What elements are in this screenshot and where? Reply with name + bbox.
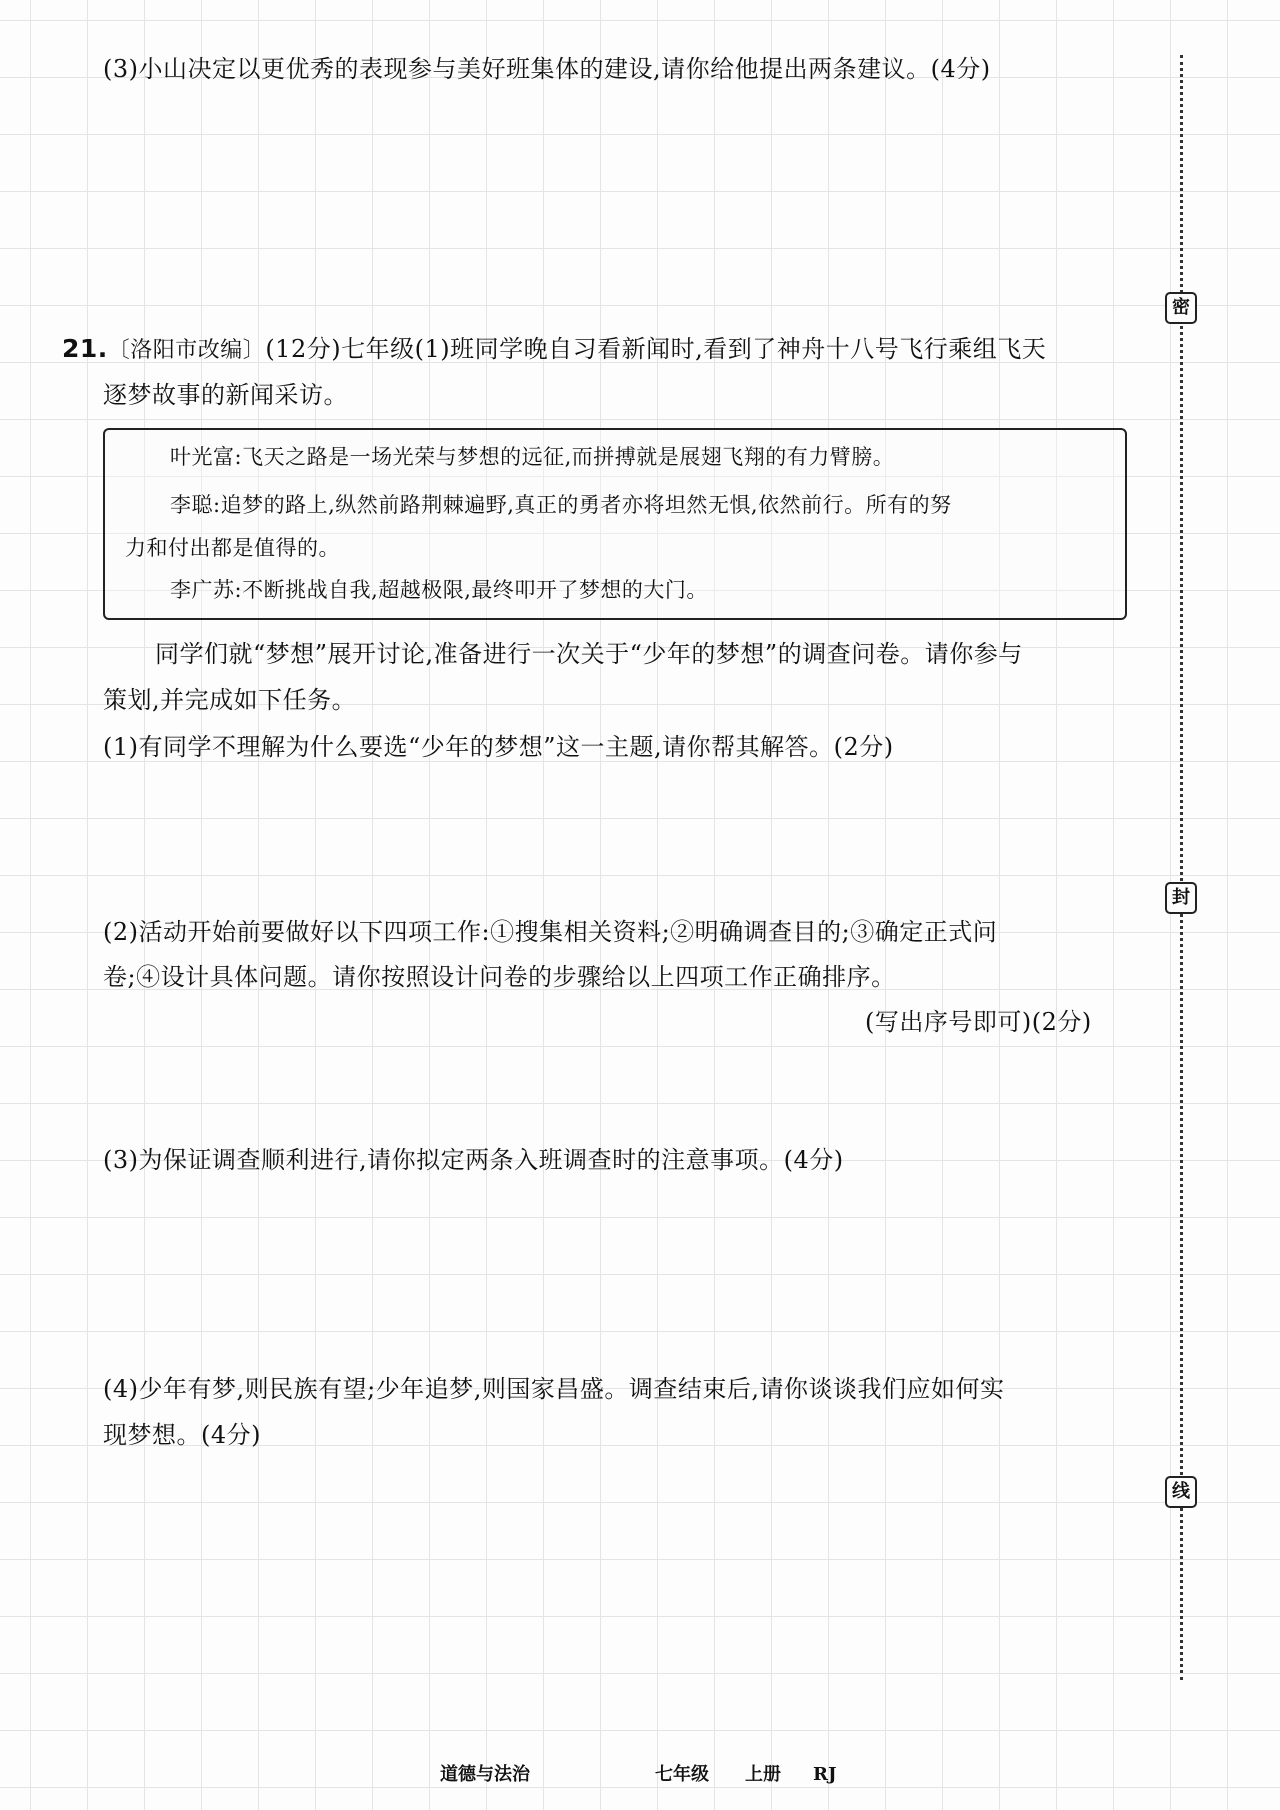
q21-intro-line1: (12分)七年级(1)班同学晚自习看新闻时,看到了神舟十八号飞行乘组飞天 — [265, 335, 1047, 363]
q21-part3: (3)为保证调查顺利进行,请你拟定两条入班调查时的注意事项。(4分) — [103, 1146, 844, 1174]
question-number: 21. — [62, 334, 108, 363]
quote-ye-guangfu: 叶光富:飞天之路是一场光荣与梦想的远征,而拼搏就是展翅飞翔的有力臂膀。 — [170, 445, 895, 469]
footer-volume: 上册 — [745, 1764, 781, 1785]
seal-mi: 密 — [1165, 292, 1197, 324]
q21-part2-note: (写出序号即可)(2分) — [865, 1008, 1092, 1036]
task-line1: 同学们就“梦想”展开讨论,准备进行一次关于“少年的梦想”的调查问卷。请你参与 — [155, 640, 1023, 668]
seal-xian: 线 — [1165, 1476, 1197, 1508]
quote-li-cong: 李聪:追梦的路上,纵然前路荆棘遍野,真正的勇者亦将坦然无惧,依然前行。所有的努 — [170, 493, 952, 517]
q21-intro-line2: 逐梦故事的新闻采访。 — [103, 381, 348, 409]
q21-header — [62, 332, 1046, 368]
quote-li-cong-cont: 力和付出都是值得的。 — [125, 536, 340, 560]
footer-subject: 道德与法治 — [440, 1764, 530, 1785]
quote-li-guangsu: 李广苏:不断挑战自我,超越极限,最终叩开了梦想的大门。 — [170, 578, 708, 602]
q21-part2-line1: (2)活动开始前要做好以下四项工作:①搜集相关资料;②明确调查目的;③确定正式问 — [103, 918, 998, 946]
footer-edition: RJ — [813, 1764, 837, 1785]
q21-part2-line2: 卷;④设计具体问题。请你按照设计问卷的步骤给以上四项工作正确排序。 — [103, 963, 896, 991]
q21-part4-line2: 现梦想。(4分) — [103, 1421, 261, 1449]
footer-grade: 七年级 — [655, 1764, 709, 1785]
q21-part1: (1)有同学不理解为什么要选“少年的梦想”这一主题,请你帮其解答。(2分) — [103, 733, 894, 761]
q20-part3: (3)小山决定以更优秀的表现参与美好班集体的建设,请你给他提出两条建议。(4分) — [103, 55, 991, 83]
question-source: 〔洛阳市改编〕 — [107, 338, 266, 363]
seal-feng: 封 — [1165, 882, 1197, 914]
quote-box — [103, 428, 1127, 620]
task-line2: 策划,并完成如下任务。 — [103, 686, 357, 714]
q21-part4-line1: (4)少年有梦,则民族有望;少年追梦,则国家昌盛。调查结束后,请你谈谈我们应如何实 — [103, 1375, 1005, 1403]
